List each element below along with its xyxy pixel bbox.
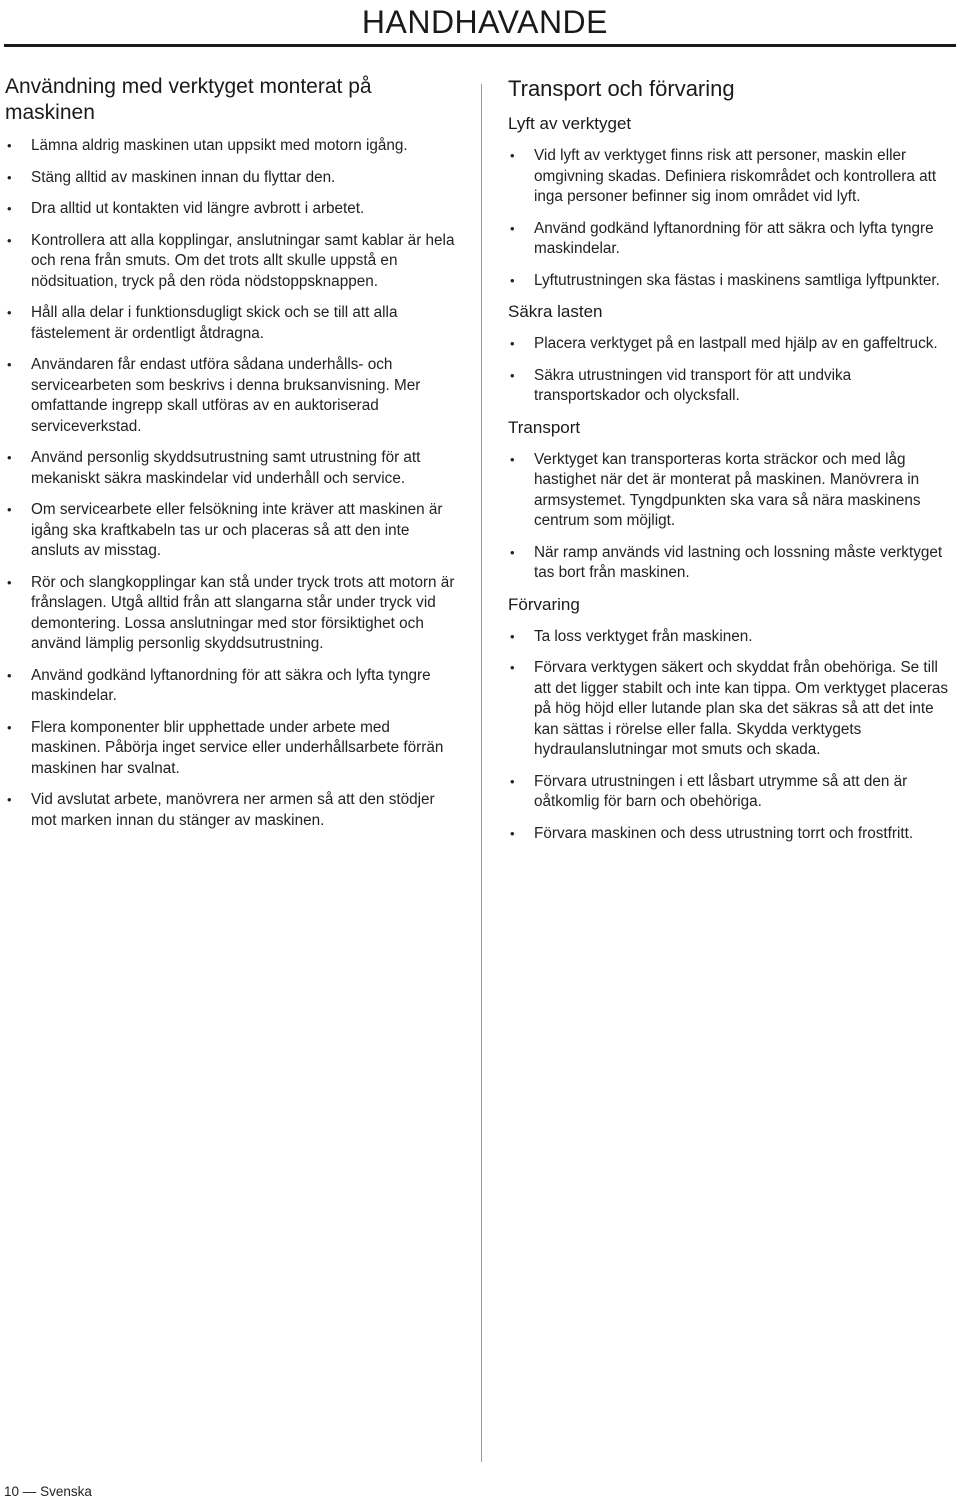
page-footer	[4, 1484, 92, 1499]
bullet-icon: •	[7, 667, 12, 683]
section-bullet-list	[508, 146, 954, 291]
bullet-icon: •	[7, 450, 12, 465]
list-item-text: Lyftutrustningen ska fästas i maskinens samtliga lyftpunkter.	[534, 271, 940, 289]
list-item-text: Använd personlig skyddsutrustning samt utrustning för att mekaniskt säkra maskindelar vid underhåll och service.	[31, 449, 421, 487]
list-item	[5, 231, 457, 293]
list-item-text: Flera komponenter blir upphettade under arbete med maskinen. Påbörja inget service eller underhållsarbete förrän maskinen har svalnat.	[31, 718, 444, 777]
right-column	[508, 74, 954, 855]
list-item-text: Dra alltid ut kontakten vid längre avbrott i arbetet.	[31, 200, 365, 217]
list-item	[5, 199, 457, 220]
section-heading: Säkra lasten	[508, 302, 603, 321]
list-item	[508, 658, 954, 761]
list-item	[508, 219, 954, 260]
left-bullet-list	[5, 136, 457, 831]
list-item	[508, 146, 954, 208]
section-bullet-list	[508, 450, 954, 584]
section-heading: Lyft av verktyget	[508, 114, 632, 133]
bullet-icon: •	[510, 660, 515, 675]
bullet-icon: •	[7, 169, 12, 185]
page-title: HANDHAVANDE	[361, 4, 608, 40]
bullet-icon: •	[510, 825, 515, 841]
list-item	[508, 450, 954, 532]
bullet-icon: •	[510, 544, 515, 560]
list-item-text: När ramp används vid lastning och lossning måste verktyget tas bort från maskinen.	[534, 543, 943, 581]
list-item	[5, 666, 457, 707]
bullet-icon: •	[510, 148, 515, 163]
list-item-text: Förvara verktygen säkert och skyddat från obehöriga. Se till att det ligger stabilt och inte kan tippa. Om verktyget placeras på hög höjd eller lutande plan ska det säkras så att det inte kan sättas i rörelse eller falla. Skydda verktygets hydraulanslutningar mot smuts och skada.	[534, 659, 949, 758]
list-item	[5, 573, 457, 655]
page-number: 10	[4, 1484, 20, 1499]
list-item	[5, 303, 457, 344]
list-item-text: Vid avslutat arbete, manövrera ner armen så att den stödjer mot marken innan du stänger av maskinen.	[31, 791, 435, 829]
bullet-icon: •	[510, 272, 515, 288]
footer-dash: —	[22, 1484, 37, 1499]
list-item	[508, 271, 954, 292]
left-heading: Användning med verktyget monterat på maskinen	[5, 75, 372, 124]
list-item	[508, 627, 954, 648]
bullet-icon: •	[510, 336, 515, 351]
list-item	[508, 772, 954, 813]
left-column	[5, 74, 457, 842]
list-item-text: Kontrollera att alla kopplingar, anslutningar samt kablar är hela och rena från smuts. Om det trots allt skulle uppstå en nödsituation, tryck på den röda nödstoppsknappen.	[31, 231, 455, 290]
list-item-text: Använd godkänd lyftanordning för att säkra och lyfta tyngre maskindelar.	[31, 666, 431, 704]
list-item	[5, 790, 457, 831]
list-item	[508, 334, 954, 355]
list-item-text: Stäng alltid av maskinen innan du flyttar den.	[31, 168, 336, 186]
footer-language: Svenska	[40, 1484, 92, 1499]
bullet-icon: •	[7, 574, 12, 590]
list-item-text: Användaren får endast utföra sådana underhålls- och servicearbeten som beskrivs i denna bruksanvisning. Mer omfattande ingrepp skall utföras av en auktoriserad serviceverkstad.	[31, 356, 421, 435]
section-bullet-list	[508, 627, 954, 845]
list-item	[508, 543, 954, 584]
right-heading: Transport och förvaring	[508, 76, 735, 101]
list-item	[5, 448, 457, 489]
list-item	[5, 500, 457, 562]
list-item-text: Förvara maskinen och dess utrustning torrt och frostfritt.	[534, 824, 914, 842]
list-item	[5, 136, 457, 157]
bullet-icon: •	[7, 305, 12, 320]
list-item	[5, 355, 457, 437]
bullet-icon: •	[7, 502, 12, 517]
bullet-icon: •	[510, 451, 515, 467]
list-item-text: Verktyget kan transporteras korta sträckor och med låg hastighet när det är monterat på maskinen. Manövrera in armsystemet. Tyngdpunkten ska vara så nära maskinens centrum som möjligt.	[534, 450, 921, 529]
list-item	[5, 718, 457, 780]
list-item-text: Förvara utrustningen i ett låsbart utrymme så att den är oåtkomlig för barn och obehöriga.	[534, 772, 908, 810]
bullet-icon: •	[510, 628, 515, 644]
list-item-text: Vid lyft av verktyget finns risk att personer, maskin eller omgivning skadas. Definiera riskområdet och kontrollera att inga personer befinner sig inom området vid lyft.	[534, 147, 937, 205]
list-item-text: Håll alla delar i funktionsdugligt skick och se till att alla fästelement är ordentligt åtdragna.	[31, 304, 398, 342]
list-item-text: Placera verktyget på en lastpall med hjälp av en gaffeltruck.	[534, 335, 938, 352]
column-divider	[481, 84, 482, 1462]
bullet-icon: •	[7, 201, 12, 216]
bullet-icon: •	[7, 232, 12, 248]
section-heading: Förvaring	[508, 594, 580, 614]
list-item-text: Rör och slangkopplingar kan stå under tryck trots att motorn är frånslagen. Utgå alltid från att slangarna står under tryck vid demontering. Lossa anslutningar med stor försiktighet och använd lämplig personlig skyddsutrustning.	[31, 573, 455, 652]
bullet-icon: •	[510, 773, 515, 789]
list-item-text: Använd godkänd lyftanordning för att säkra och lyfta tyngre maskindelar.	[534, 219, 934, 257]
bullet-icon: •	[510, 367, 515, 383]
list-item-text: Lämna aldrig maskinen utan uppsikt med motorn igång.	[31, 137, 408, 154]
list-item	[508, 824, 954, 845]
list-item	[508, 366, 954, 407]
bullet-icon: •	[7, 792, 12, 807]
list-item-text: Ta loss verktyget från maskinen.	[534, 627, 753, 645]
bullet-icon: •	[510, 220, 515, 236]
header-rule	[4, 44, 956, 47]
list-item	[5, 168, 457, 189]
list-item-text: Om servicearbete eller felsökning inte kräver att maskinen är igång ska kraftkabeln tas ur och placeras så att den inte ansluts av misstag.	[31, 501, 443, 559]
bullet-icon: •	[7, 719, 12, 735]
list-item-text: Säkra utrustningen vid transport för att undvika transportskador och olycksfall.	[534, 366, 852, 404]
section-heading: Transport	[508, 417, 581, 437]
bullet-icon: •	[7, 357, 12, 372]
section-bullet-list	[508, 334, 954, 407]
bullet-icon: •	[7, 138, 12, 153]
